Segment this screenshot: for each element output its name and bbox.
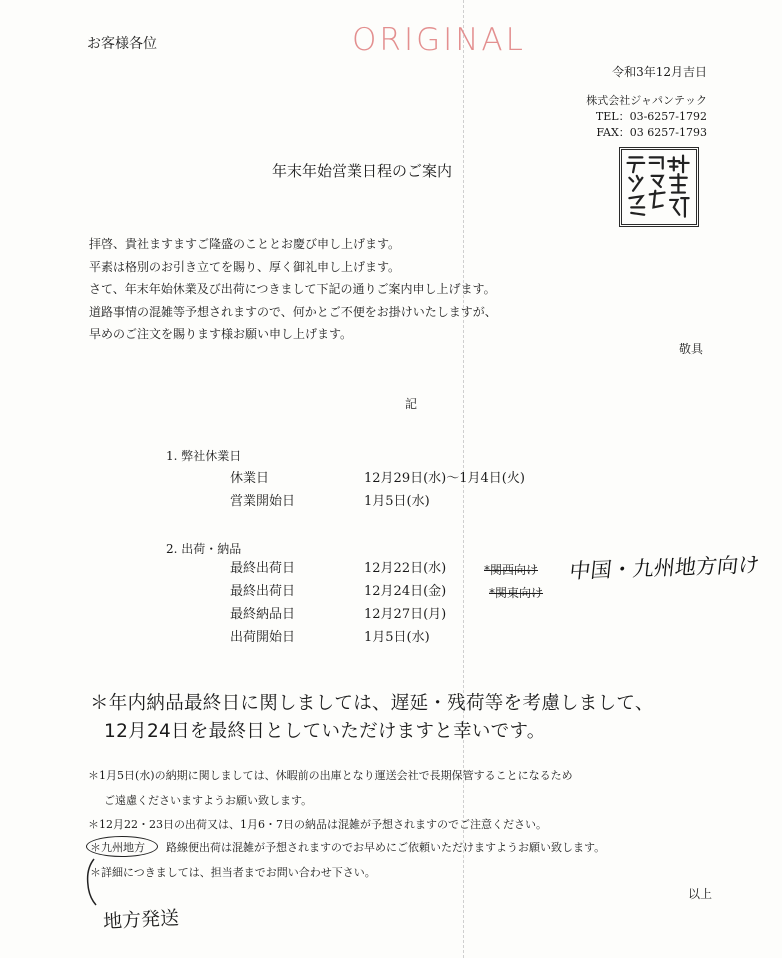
row-value: 1月5日(水) [364, 630, 430, 645]
note-line: 路線便出荷は混雑が予想されますのでお早めにご依頼いただけますようお願い致します。 [166, 841, 606, 854]
row-value: 12月27日(月) [364, 607, 447, 622]
section-2-values [364, 557, 446, 649]
recipient: お客様各位 [87, 36, 157, 52]
note-line: ＊詳細につきましては、担当者までお問い合わせ下さい。 [90, 866, 376, 879]
note-line: ＊12月22・23日の出荷又は、1月6・7日の納品は混雑が予想されますのでご注意ください。 [88, 818, 547, 831]
struck-note-kanto: *関東向け [489, 586, 544, 600]
row-label: 出荷開始日 [230, 630, 296, 645]
handwritten-bracket [84, 857, 98, 907]
ijou: 以上 [688, 887, 713, 901]
keigu: 敬具 [679, 342, 704, 356]
row-label: 営業開始日 [230, 494, 296, 509]
ki-heading: 記 [405, 397, 418, 411]
row-label: 最終出荷日 [230, 584, 296, 599]
row-label: 最終納品日 [230, 607, 296, 622]
important-note-line: ＊年内納品最終日に関しましては、遅延・残荷等を考慮しまして、 [90, 693, 654, 714]
company-block [586, 93, 707, 141]
company-name: 株式会社ジャパンテック [586, 94, 707, 107]
row-value: 12月29日(水)～1月4日(火) [364, 471, 525, 486]
company-seal [619, 147, 699, 227]
section-1-labels [230, 467, 295, 513]
issue-date: 令和3年12月吉日 [612, 65, 707, 79]
greeting-line: さて、年末年始休業及び出荷につきまして下記の通りご案内申し上げます。 [89, 282, 496, 296]
original-stamp: ORIGINAL [352, 22, 526, 58]
section-heading: 2. 出荷・納品 [166, 542, 242, 556]
handwritten-region-note: 中国・九州地方向け [568, 552, 761, 584]
company-tel: TEL：03-6257-1792 [595, 110, 707, 123]
important-note [90, 690, 654, 746]
note-line: ＊1月5日(水)の納期に関しましては、休暇前の出庫となり運送会社で長期保管することになるため [88, 769, 573, 782]
row-label: 最終出荷日 [230, 561, 296, 576]
section-1-values [364, 467, 525, 513]
company-fax: FAX：03 6257-1793 [596, 126, 707, 139]
section-2-labels [230, 557, 295, 649]
company-seal-graphic [622, 150, 696, 224]
greeting-block [89, 233, 497, 346]
doc-title: 年末年始営業日程のご案内 [272, 162, 453, 180]
row-value: 12月22日(水) [364, 561, 447, 576]
greeting-line: 平素は格別のお引き立てを賜り、厚く御礼申し上げます。 [89, 259, 401, 274]
section-heading: 1. 弊社休業日 [166, 449, 242, 463]
row-label: 休業日 [230, 471, 270, 486]
note-line: ご遠慮くださいますようお願い致します。 [104, 794, 313, 807]
important-note-line: 12月24日を最終日としていただけますと幸いです。 [104, 721, 546, 742]
handwritten-bottom-note: 地方発送 [102, 907, 180, 933]
greeting-line: 道路事情の混雑等予想されますので、何かとご不便をお掛けいたしますが、 [89, 304, 497, 319]
struck-note-kansai: *関西向け [484, 563, 539, 577]
row-value: 12月24日(金) [364, 584, 447, 599]
greeting-line: 拝啓、貴社ますますご隆盛のこととお慶び申し上げます。 [89, 237, 401, 251]
note-kyushu: ＊九州地方 [90, 841, 145, 854]
row-value: 1月5日(水) [364, 494, 430, 509]
greeting-line: 早めのご注文を賜ります様お願い申し上げます。 [89, 327, 353, 341]
